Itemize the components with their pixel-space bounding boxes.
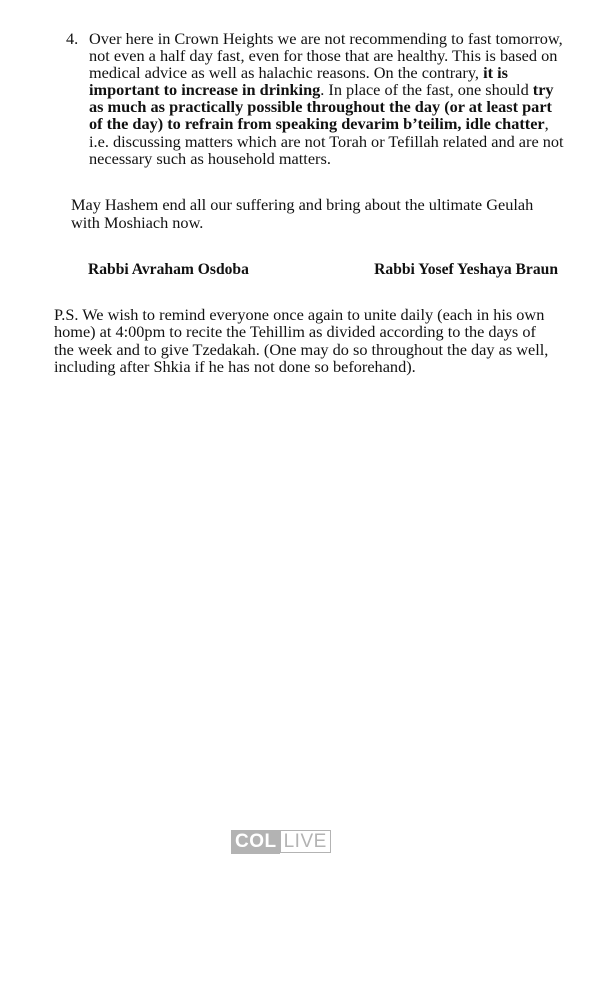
signature-left: Rabbi Avraham Osdoba <box>88 261 249 278</box>
list-item-number: 4. <box>66 29 79 48</box>
item4-segment-0: Over here in Crown Heights we are not recommending to fast tomorrow, not even a half day fast, even for those that are healthy. This is based on medical advice as well as halachic reasons. On the contrary, <box>89 29 563 83</box>
logo-col-text: COL <box>231 830 280 854</box>
item4-segment-1: it is important to increase in drinking <box>89 63 508 100</box>
list-item-4 <box>66 30 566 167</box>
closing-paragraph: May Hashem end all our suffering and bring about the ultimate Geulah with Moshiach now. <box>71 195 534 232</box>
collive-watermark-logo <box>231 830 331 854</box>
item4-segment-2: . In place of the fast, one should <box>320 80 533 100</box>
postscript-paragraph: P.S. We wish to remind everyone once again to unite daily (each in his own home) at 4:00pm to recite the Tehillim as divided according to the days of the week and to give Tzedakah. (One may do so throughout the day as well, including after Shkia if he has not done so beforehand). <box>54 305 549 376</box>
item4-segment-3: try as much as practically possible throughout the day (or at least part of the day) to refrain from speaking devarim b’teilim, idle chatter <box>89 80 554 134</box>
signature-right: Rabbi Yosef Yeshaya Braun <box>374 261 558 278</box>
signatures <box>88 261 558 279</box>
list-item-text <box>89 30 566 167</box>
item4-segment-4: , i.e. discussing matters which are not Torah or Tefillah related and are not necessary such as household matters. <box>89 114 564 168</box>
logo-live-text: LIVE <box>280 830 331 853</box>
